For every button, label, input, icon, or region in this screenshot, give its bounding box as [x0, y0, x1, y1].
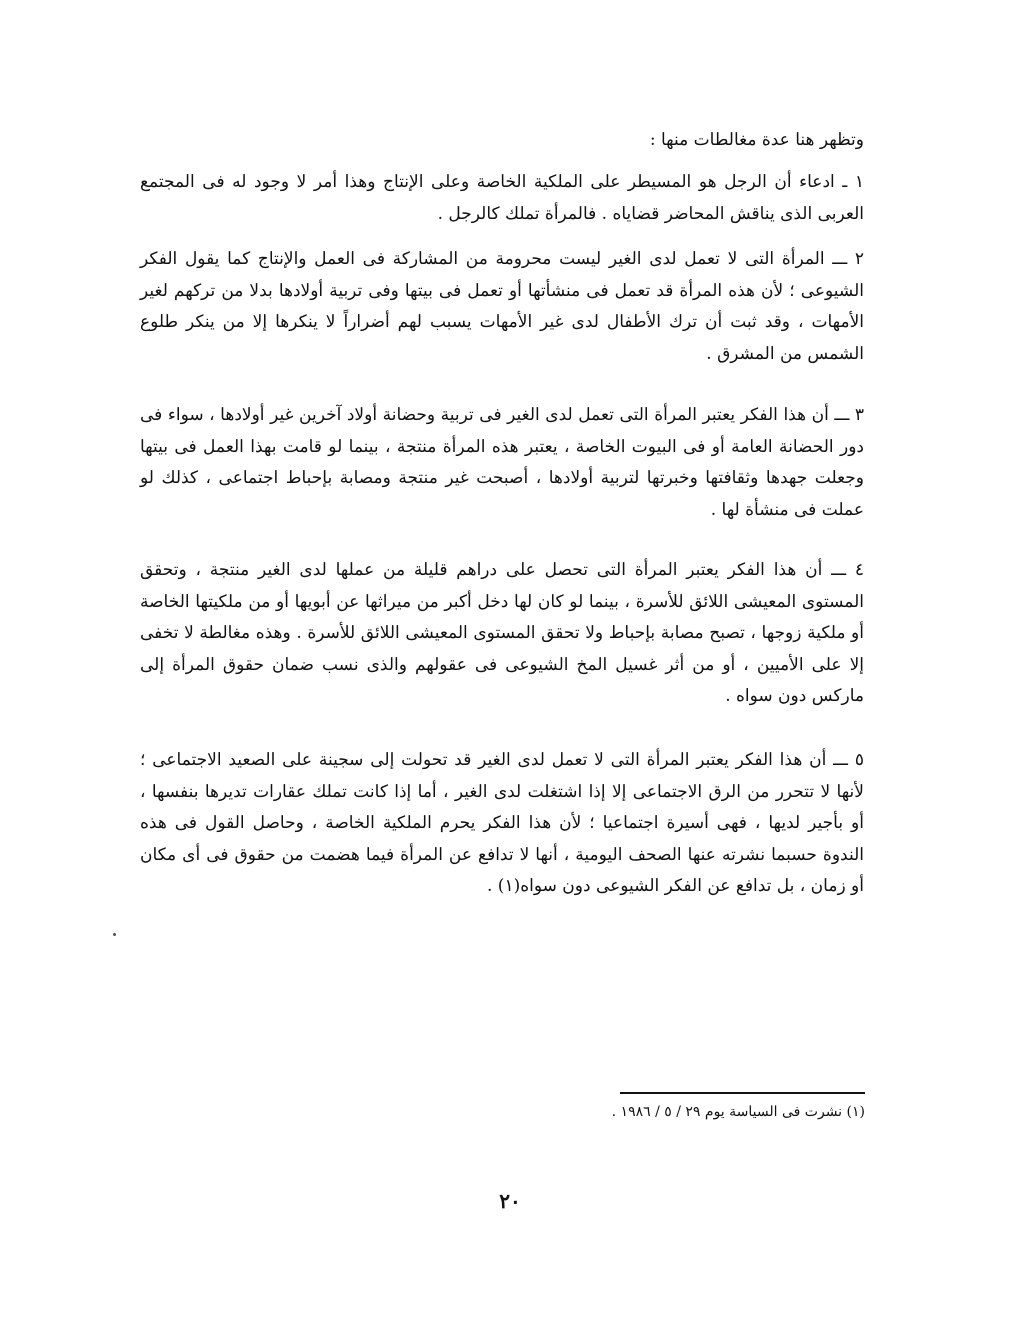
paragraph-4: ٤ ـــ أن هذا الفكر يعتبر المرأة التى تحصل على دراهم قليلة من عملها لدى الغير منتجة ، وتحقق المستوى المعيشى اللائق للأسرة ، بينما لو كان لها دخل أكبر من ميراثها عن أبويها أو من ملكيتها الخاصة أو ملكية زوجها ، تصبح مصابة بإحباط ولا تحقق المستوى المعيشى اللائق للأسرة . وهذه مغالطة لا تخفى إلا على الأميين ، أو من أثر غسيل المخ الشيوعى فى عقولهم والذى نسب ضمان حقوق المرأة إلى ماركس دون سواه .	[140, 560, 864, 706]
paragraph-1: ١ ـ ادعاء أن الرجل هو المسيطر على الملكية الخاصة وعلى الإنتاج وهذا أمر لا وجود له فى المجتمع العربى الذى يناقش المحاضر قضاياه . فالمرأة تملك كالرجل .	[140, 172, 864, 224]
paragraph-3: ٣ ـــ أن هذا الفكر يعتبر المرأة التى تعمل لدى الغير فى تربية وحضانة أولاد آخرين غير أولادها ، سواء فى دور الحضانة العامة أو فى البيوت الخاصة ، يعتبر هذه المرأة منتجة ، بينما لو قامت بهذا العمل فى بيتها وجعلت جهدها وثقافتها وخبرتها لتربية أولادها ، أصبحت غير منتجة ومصابة بإحباط اجتماعى ، كذلك لو عملت فى منشأة لها .	[140, 405, 864, 520]
scan-speck	[113, 933, 116, 936]
intro-line: وتظهر هنا عدة مغالطات منها :	[649, 130, 864, 150]
page-number: ٢٠	[499, 1189, 521, 1213]
footnote-divider	[620, 1092, 865, 1094]
paragraph-2: ٢ ـــ المرأة التى لا تعمل لدى الغير ليست محرومة من المشاركة فى العمل والإنتاج كما يقول الفكر الشيوعى ؛ لأن هذه المرأة قد تعمل فى منشأتها أو تعمل فى بيتها وفى تربية أولادها بدلا من تركهم لغير الأمهات ، وقد ثبت أن ترك الأطفال لدى غير الأمهات يسبب لهم أضراراً لا ينكرها إلا من ينكر طلوع الشمس من المشرق .	[140, 249, 864, 364]
footnote: (١) نشرت فى السياسة يوم ٢٩ / ٥ / ١٩٨٦ .	[611, 1104, 865, 1120]
paragraph-5: ٥ ـــ أن هذا الفكر يعتبر المرأة التى لا تعمل لدى الغير قد تحولت إلى سجينة على الصعيد الاجتماعى ؛ لأنها لا تتحرر من الرق الاجتماعى إلا إذا اشتغلت لدى الغير ، أما إذا كانت تملك عقارات تديرها بنفسها ، أو بأجير لديها ، فهى أسيرة اجتماعيا ؛ لأن هذا الفكر يحرم الملكية الخاصة ، وحاصل القول فى هذه الندوة حسبما نشرته عنها الصحف اليومية ، أنها لا تدافع عن المرأة فيما هضمت من حقوق فى أى مكان أو زمان ، بل تدافع عن الفكر الشيوعى دون سواه(١) .	[140, 750, 864, 896]
